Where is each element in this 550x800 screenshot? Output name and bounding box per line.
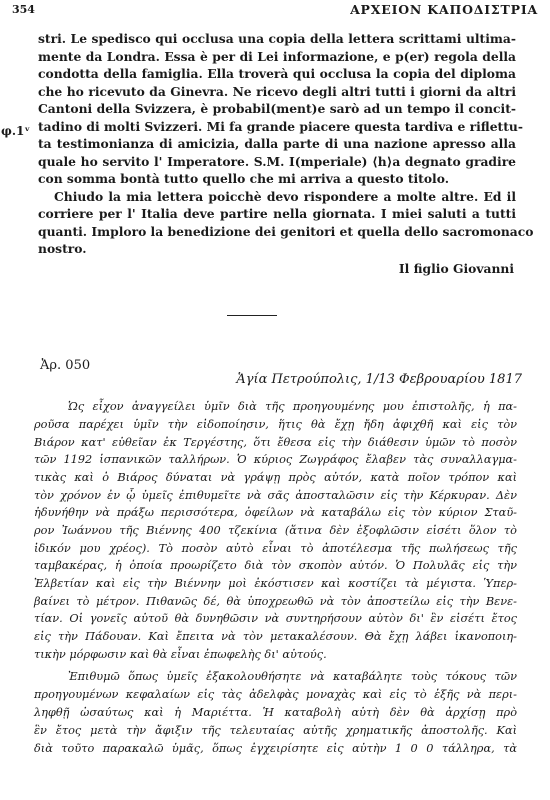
italian-line: con somma bontà tutto quello che mi arriva a questo titolo. bbox=[38, 171, 449, 186]
greek-line: προηγουμένων κεφαλαίων εἰς τὰς ἀδελφὰς μοναχὰς καὶ εἰς τὸ ἑξῆς νὰ περι- bbox=[34, 688, 517, 701]
greek-line: ἰδικόν μου χρέος). Τὸ ποσὸν αὐτὸ εἶναι τὸ ἀποτέλεσμα τῆς πωλήσεως τῆς bbox=[34, 542, 517, 555]
italian-line: quanti. Imploro la benedizione dei genitori et quella dello sacromonaco bbox=[38, 224, 534, 239]
page-number: 354 bbox=[12, 3, 35, 16]
italian-line: Chiudo la mia lettera poicchè devo rispondere a molte altre. Ed il bbox=[54, 189, 516, 204]
greek-line: Ἑλβετίαν καὶ εἰς τὴν Βιέννην μοὶ ἐκόστισεν καὶ κοστίζει τὰ μέγιστα. Ὑπερ- bbox=[34, 577, 517, 590]
italian-line: Cantoni della Svizzera, è probabil(ment)e sarò ad un tempo il concit- bbox=[38, 101, 516, 116]
greek-line: τίαν. Οἱ γονεῖς αὐτοῦ θὰ δυνηθῶσιν νὰ συντηρήσουν αὐτὸν δι' ἓν εἰσέτι ἔτος bbox=[34, 612, 517, 625]
letter-number: Ἀρ. 050 bbox=[40, 358, 91, 373]
greek-line: ροῦσα παρέχει ὑμῖν τὴν εἰδοποίησιν, ἥτις θὰ ἔχῃ ἤδη ἀφιχθῆ καὶ εἰς τὸν bbox=[34, 418, 517, 431]
letter-dateline: Ἁγία Πετρούπολις, 1/13 Φεβρουαρίου 1817 bbox=[236, 372, 522, 387]
greek-line: ρον Ἰωάννου τῆς Βιέννης 400 τζεκίνια (ἅτινα δὲν ἐξοφλῶσιν εἰσέτι ὅλον τὸ bbox=[34, 524, 517, 537]
greek-line: Ὡς εἶχον ἀναγγείλει ὑμῖν διὰ τῆς προηγουμένης μου ἐπιστολῆς, ἡ πα- bbox=[68, 400, 517, 413]
italian-line: che ho ricevuto da Ginevra. Ne ricevo degli altri tutti i giorni da altri bbox=[38, 84, 516, 99]
greek-line: εἰς τὴν Πάδουαν. Καὶ ἔπειτα νὰ τὸν μετακαλέσουν. Θὰ ἔχῃ λάβει ἱκανοποιη- bbox=[34, 630, 517, 643]
italian-line: condotta della famiglia. Ella troverà qui occlusa la copia del diploma bbox=[38, 66, 516, 81]
greek-line: ταμβακέρας, ἡ ὁποία προωρίζετο διὰ τὸν σκοπὸν αὐτόν. Ὁ Πολυλᾶς εἰς τὴν bbox=[34, 559, 517, 572]
italian-line: tadino di molti Svizzeri. Mi fa grande piacere questa tardiva e riflettu- bbox=[38, 119, 523, 134]
greek-line: βαίνει τὸ μέτρον. Πιθανῶς δέ, θὰ ὑποχρεωθῶ νὰ τὸν ἀποστείλω εἰς τὴν Βενε- bbox=[34, 595, 517, 608]
greek-line: τῶν 1192 ἱσπανικῶν ταλλήρων. Ὁ κύριος Ζωγράφος ἔλαβεν τὰς συναλλαγμα- bbox=[34, 453, 517, 466]
running-title: ΑΡΧΕΙΟΝ ΚΑΠΟΔΙΣΤΡΙΑ bbox=[350, 2, 538, 17]
greek-line: τὸν χρόνον ἐν ᾧ ὑμεῖς ἐπιθυμεῖτε νὰ σᾶς ἀποσταλῶσιν εἰς τὴν Κέρκυραν. Δὲν bbox=[34, 489, 517, 502]
folio-margin-note: φ.1ᵛ bbox=[1, 124, 31, 138]
greek-line: τικὰς καὶ ὁ Βιάρος δύναται νὰ γράψῃ πρὸς αὐτόν, κατὰ ποῖον τρόπον καὶ bbox=[34, 471, 517, 484]
italian-line: mente da Londra. Essa è per di Lei informazione, e p(er) regola della bbox=[38, 49, 516, 64]
greek-line: διὰ τοῦτο παρακαλῶ ὑμᾶς, ὅπως ἐγχειρίσητε εἰς αὐτὴν 1 0 0 τάλληρα, τὰ bbox=[34, 742, 517, 755]
italian-line: nostro. bbox=[38, 241, 87, 256]
italian-line: ta testimonianza di amicizia, dalla parte di una nazione apresso alla bbox=[38, 136, 516, 151]
section-divider bbox=[227, 315, 277, 316]
italian-line: corriere per l' Italia deve partire nella giornata. I miei saluti a tutti bbox=[38, 206, 516, 221]
greek-line: ληφθῇ ὡσαύτως καὶ ἡ Μαριέττα. Ἡ καταβολὴ αὐτὴ δὲν θὰ ἀρχίσῃ πρὸ bbox=[34, 706, 517, 719]
signature: Il figlio Giovanni bbox=[398, 261, 514, 276]
greek-line: τικὴν μόρφωσιν καὶ θὰ εἶναι ἐπωφελὴς δι' αὐτούς. bbox=[34, 648, 327, 661]
greek-line: Βιάρον κατ' εὐθεῖαν ἐκ Τεργέστης, ὅτι ἔθεσα εἰς τὴν διάθεσιν ὑμῶν τὸ ποσὸν bbox=[34, 436, 517, 449]
italian-line: quale ho servito l' Imperatore. S.M. I(mperiale) ⟨h⟩a degnato gradire bbox=[38, 154, 516, 169]
greek-line: ἠδυνήθην νὰ πράξω περισσότερα, ὀφείλων νὰ καταβάλω εἰς τὸν κύριον Σταῦ- bbox=[34, 506, 517, 519]
greek-line: Ἐπιθυμῶ ὅπως ὑμεῖς ἐξακολουθήσητε νὰ καταβάλητε τοὺς τόκους τῶν bbox=[68, 670, 517, 683]
italian-line: stri. Le spedisco qui occlusa una copia della lettera scrittami ultima- bbox=[38, 31, 516, 46]
greek-line: ἓν ἔτος μετὰ τὴν ἄφιξιν τῆς τελευταίας αὐτῆς χρηματικῆς ἀποστολῆς. Καὶ bbox=[34, 724, 517, 737]
